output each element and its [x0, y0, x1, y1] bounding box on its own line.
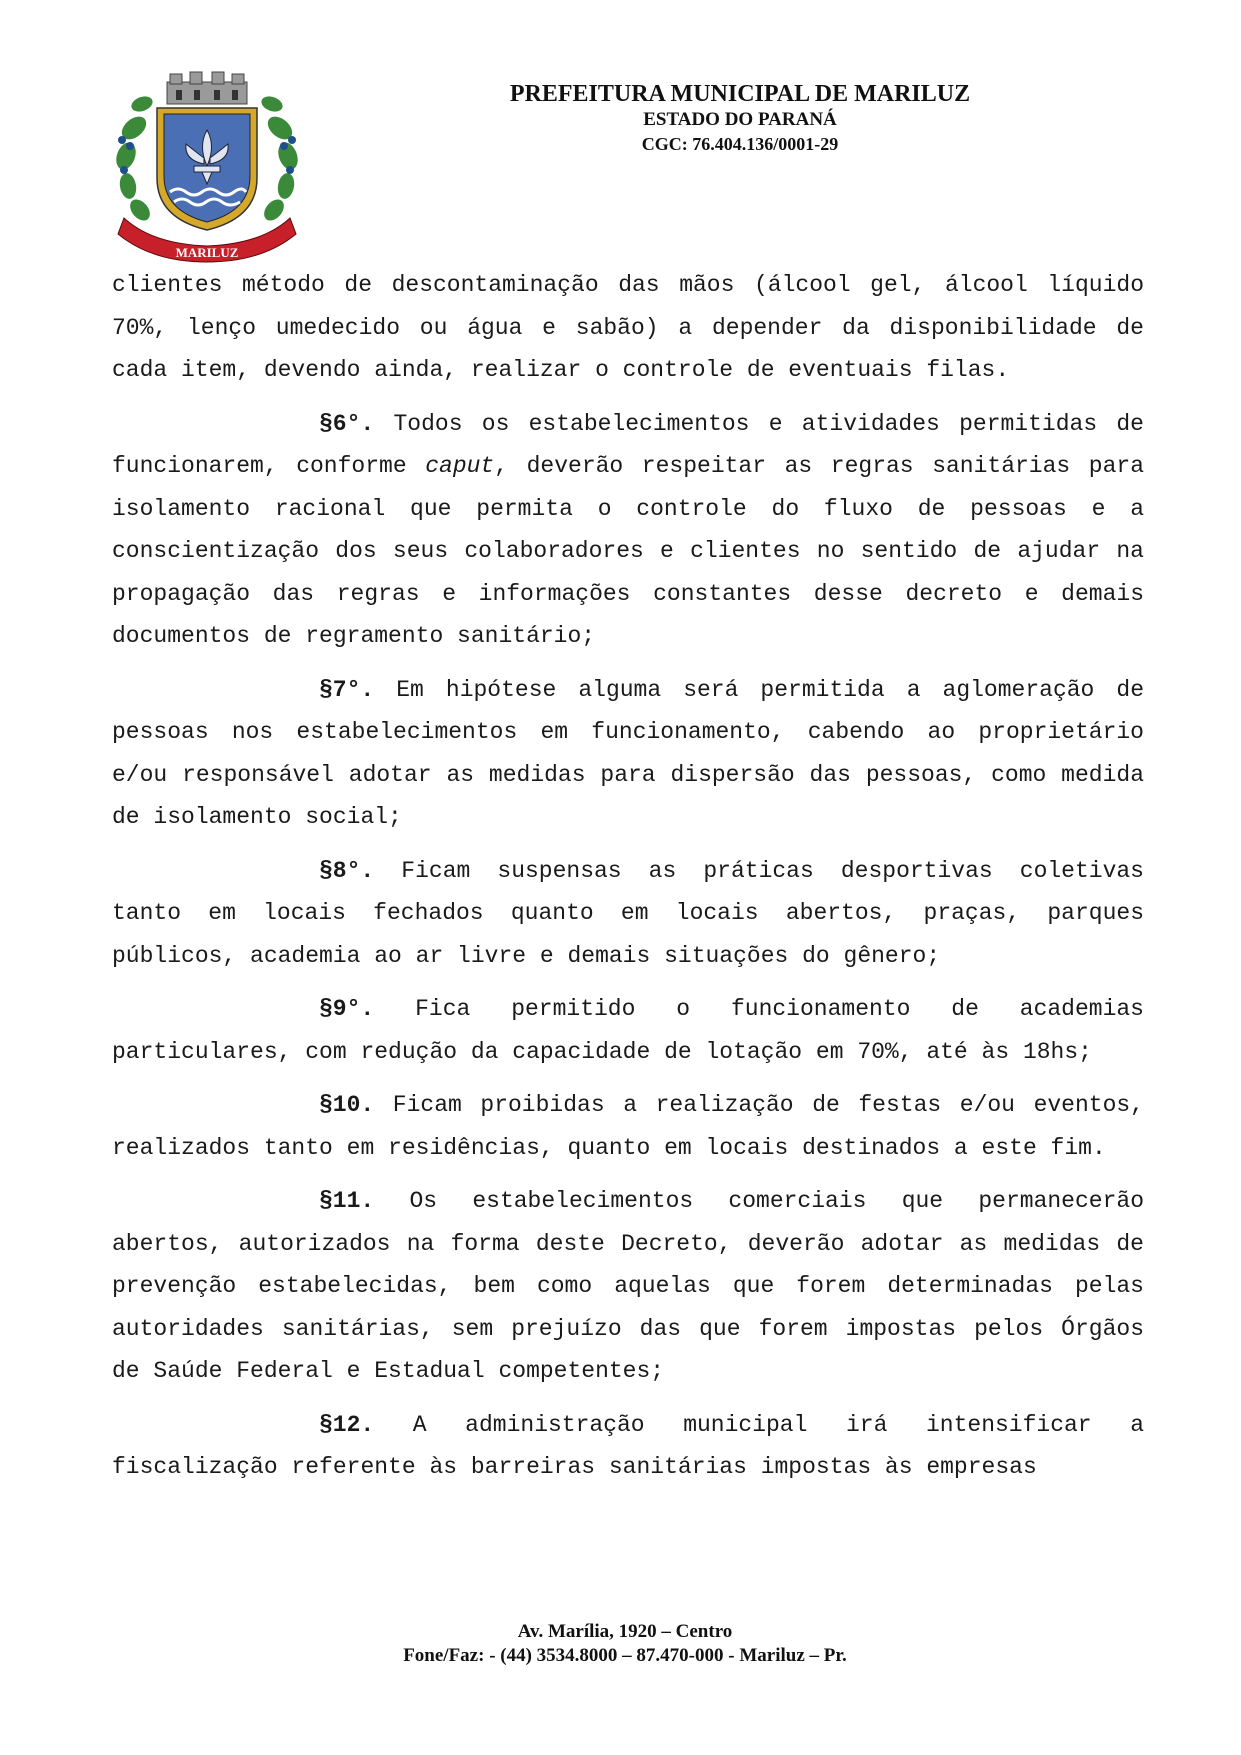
section-number: §12. [319, 1411, 375, 1438]
paragraph-11 [112, 1180, 1144, 1393]
paragraph-9 [112, 988, 1144, 1073]
cgc-number: CGC: 76.404.136/0001-29 [641, 134, 839, 154]
paragraph-text: A administração municipal irá intensificar a fiscalização referente às barreiras sanitárias impostas às empresas [112, 1411, 1144, 1480]
paragraph-text: , deverão respeitar as regras sanitárias para isolamento racional que permita o controle do fluxo de pessoas e a conscientização dos seus colaboradores e clientes no sentido de ajudar na propagação das regras e informações constantes desse decreto e demais documentos de regramento sanitário; [112, 453, 1144, 649]
paragraph-text: Em hipótese alguma será permitida a aglomeração de pessoas nos estabelecimentos em funcionamento, cabendo ao proprietário e/ou responsável adotar as medidas para dispersão das pessoas, como medida de isolamento social; [112, 676, 1144, 830]
section-number: §6°. [319, 410, 375, 437]
paragraph-text: Fica permitido o funcionamento de academias particulares, com redução da capacidade de lotação em 70%, até às 18hs; [112, 996, 1144, 1065]
section-number: §9°. [319, 996, 375, 1022]
paragraph-italic-term: caput [425, 453, 495, 479]
paragraph-6 [112, 403, 1144, 658]
paragraph-continuation: clientes método de descontaminação das mãos (álcool gel, álcool líquido 70%, lenço umedecido ou água e sabão) a depender da disponibilidade de cada item, devendo ainda, realizar o controle de eventuais filas. [112, 272, 1144, 383]
paragraph-text: Todos os estabelecimentos e atividades permitidas de funcionarem, conforme [112, 410, 1144, 479]
crest-banner-text: MARILUZ [175, 245, 239, 260]
letterhead [440, 80, 1040, 156]
paragraph-text: Os estabelecimentos comerciais que permanecerão abertos, autorizados na forma deste Decreto, deverão adotar as medidas de prevenção estabelecidas, bem como aquelas que forem determinadas pelas autoridades sanitárias, sem prejuízo das que forem impostas pelos Órgãos de Saúde Federal e Estadual competentes; [112, 1188, 1144, 1384]
footer-phone: Fone/Faz: - (44) 3534.8000 – 87.470-000 - Mariluz – Pr. [403, 1645, 847, 1666]
section-number: §8°. [319, 857, 375, 884]
paragraph-text: Ficam proibidas a realização de festas e/ou eventos, realizados tanto em residências, quanto em locais destinados a este fim. [112, 1092, 1144, 1161]
paragraph-12 [112, 1404, 1144, 1489]
paragraph-7 [112, 669, 1144, 839]
letterhead-footer [300, 1620, 950, 1668]
paragraph-10 [112, 1084, 1144, 1169]
section-number: §10. [319, 1092, 375, 1118]
decree-body [112, 264, 1144, 1500]
state-name: ESTADO DO PARANÁ [643, 109, 837, 130]
paragraph-8 [112, 850, 1144, 978]
section-number: §11. [319, 1188, 375, 1214]
paragraph-text: Ficam suspensas as práticas desportivas coletivas tanto em locais fechados quanto em locais abertos, praças, parques públicos, academia ao ar livre e demais situações do gênero; [112, 857, 1144, 969]
municipal-crest-logo [112, 68, 302, 263]
section-number: §7°. [319, 676, 375, 703]
footer-address: Av. Marília, 1920 – Centro [517, 1621, 733, 1642]
municipality-title: PREFEITURA MUNICIPAL DE MARILUZ [509, 81, 971, 107]
